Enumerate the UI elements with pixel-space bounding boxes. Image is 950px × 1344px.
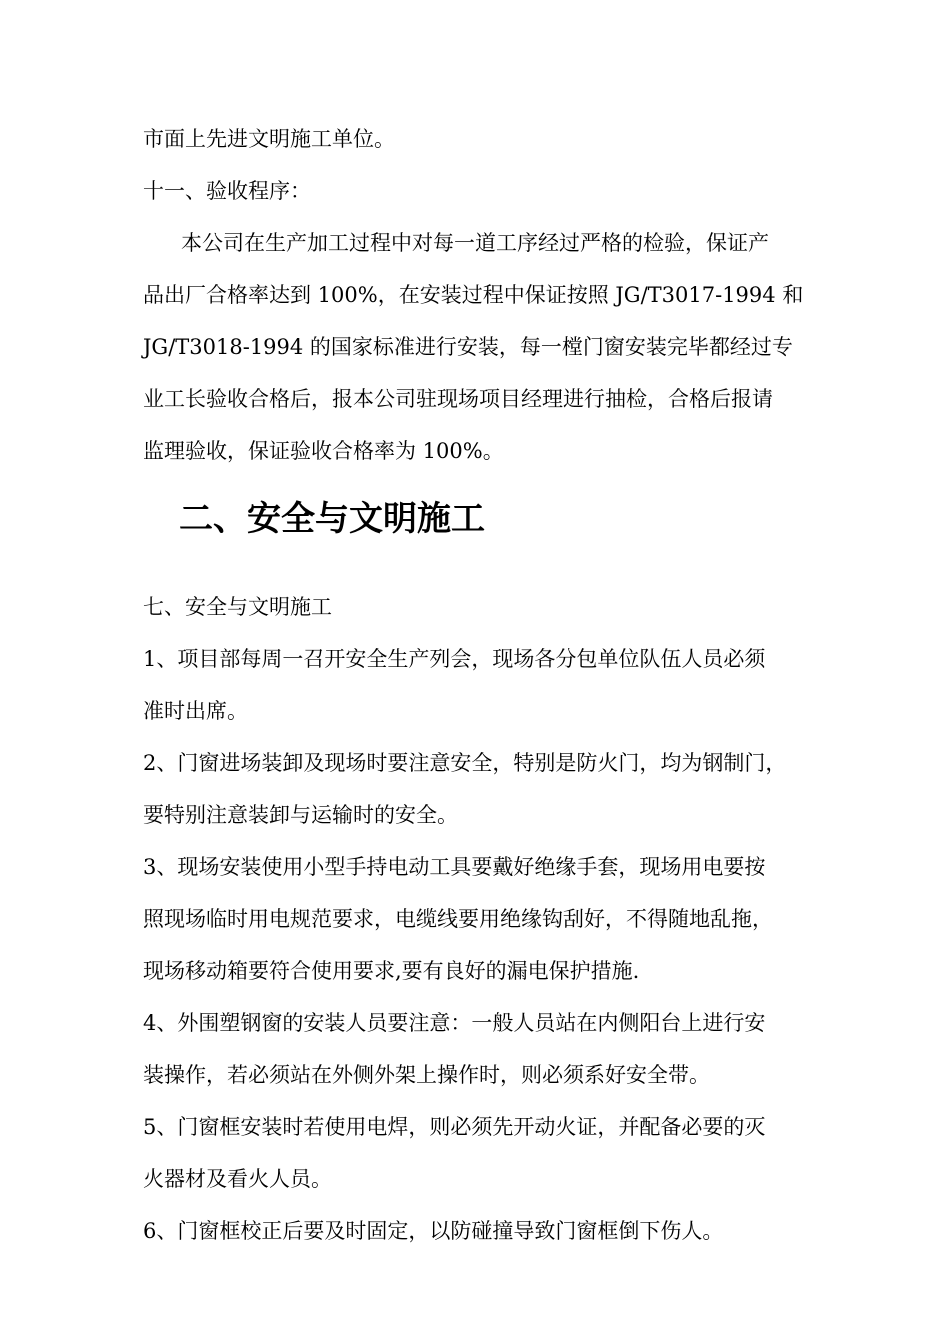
text-line: 市面上先进文明施工单位。 bbox=[143, 127, 395, 151]
list-item-continuation: 装操作，若必须站在外侧外架上操作时，则必须系好安全带。 bbox=[143, 1063, 710, 1087]
list-item-continuation: 现场移动箱要符合使用要求,要有良好的漏电保护措施. bbox=[143, 959, 640, 983]
section-subheading: 七、安全与文明施工 bbox=[143, 595, 332, 619]
text-line: 监理验收，保证验收合格率为 100%。 bbox=[143, 439, 504, 463]
list-item-continuation: 照现场临时用电规范要求，电缆线要用绝缘钩刮好，不得随地乱拖， bbox=[143, 907, 773, 931]
list-item: 4、外围塑钢窗的安装人员要注意：一般人员站在内侧阳台上进行安 bbox=[143, 1011, 766, 1035]
section-subheading: 十一、验收程序： bbox=[143, 179, 311, 203]
text-line: 业工长验收合格后，报本公司驻现场项目经理进行抽检，合格后报请 bbox=[143, 387, 773, 411]
list-item: 5、门窗框安装时若使用电焊，则必须先开动火证，并配备必要的灭 bbox=[143, 1115, 766, 1139]
text-line: 品出厂合格率达到 100%，在安装过程中保证按照 JG/T3017-1994 和 bbox=[143, 283, 804, 307]
list-item-continuation: 准时出席。 bbox=[143, 699, 248, 723]
list-item: 2、门窗进场装卸及现场时要注意安全，特别是防火门，均为钢制门， bbox=[143, 751, 787, 775]
section-heading: 二、安全与文明施工 bbox=[179, 499, 485, 539]
text-line: 本公司在生产加工过程中对每一道工序经过严格的检验，保证产 bbox=[181, 231, 769, 255]
list-item: 6、门窗框校正后要及时固定，以防碰撞导致门窗框倒下伤人。 bbox=[143, 1219, 724, 1243]
spacer bbox=[143, 561, 807, 581]
list-item: 3、现场安装使用小型手持电动工具要戴好绝缘手套，现场用电要按 bbox=[143, 855, 766, 879]
list-item-continuation: 要特别注意装卸与运输时的安全。 bbox=[143, 803, 458, 827]
list-item-continuation: 火器材及看火人员。 bbox=[143, 1167, 332, 1191]
document-page bbox=[143, 113, 807, 1257]
text-line: JG/T3018-1994 的国家标准进行安装，每一樘门窗安装完毕都经过专 bbox=[143, 335, 793, 359]
list-item: 1、项目部每周一召开安全生产列会，现场各分包单位队伍人员必须 bbox=[143, 647, 766, 671]
